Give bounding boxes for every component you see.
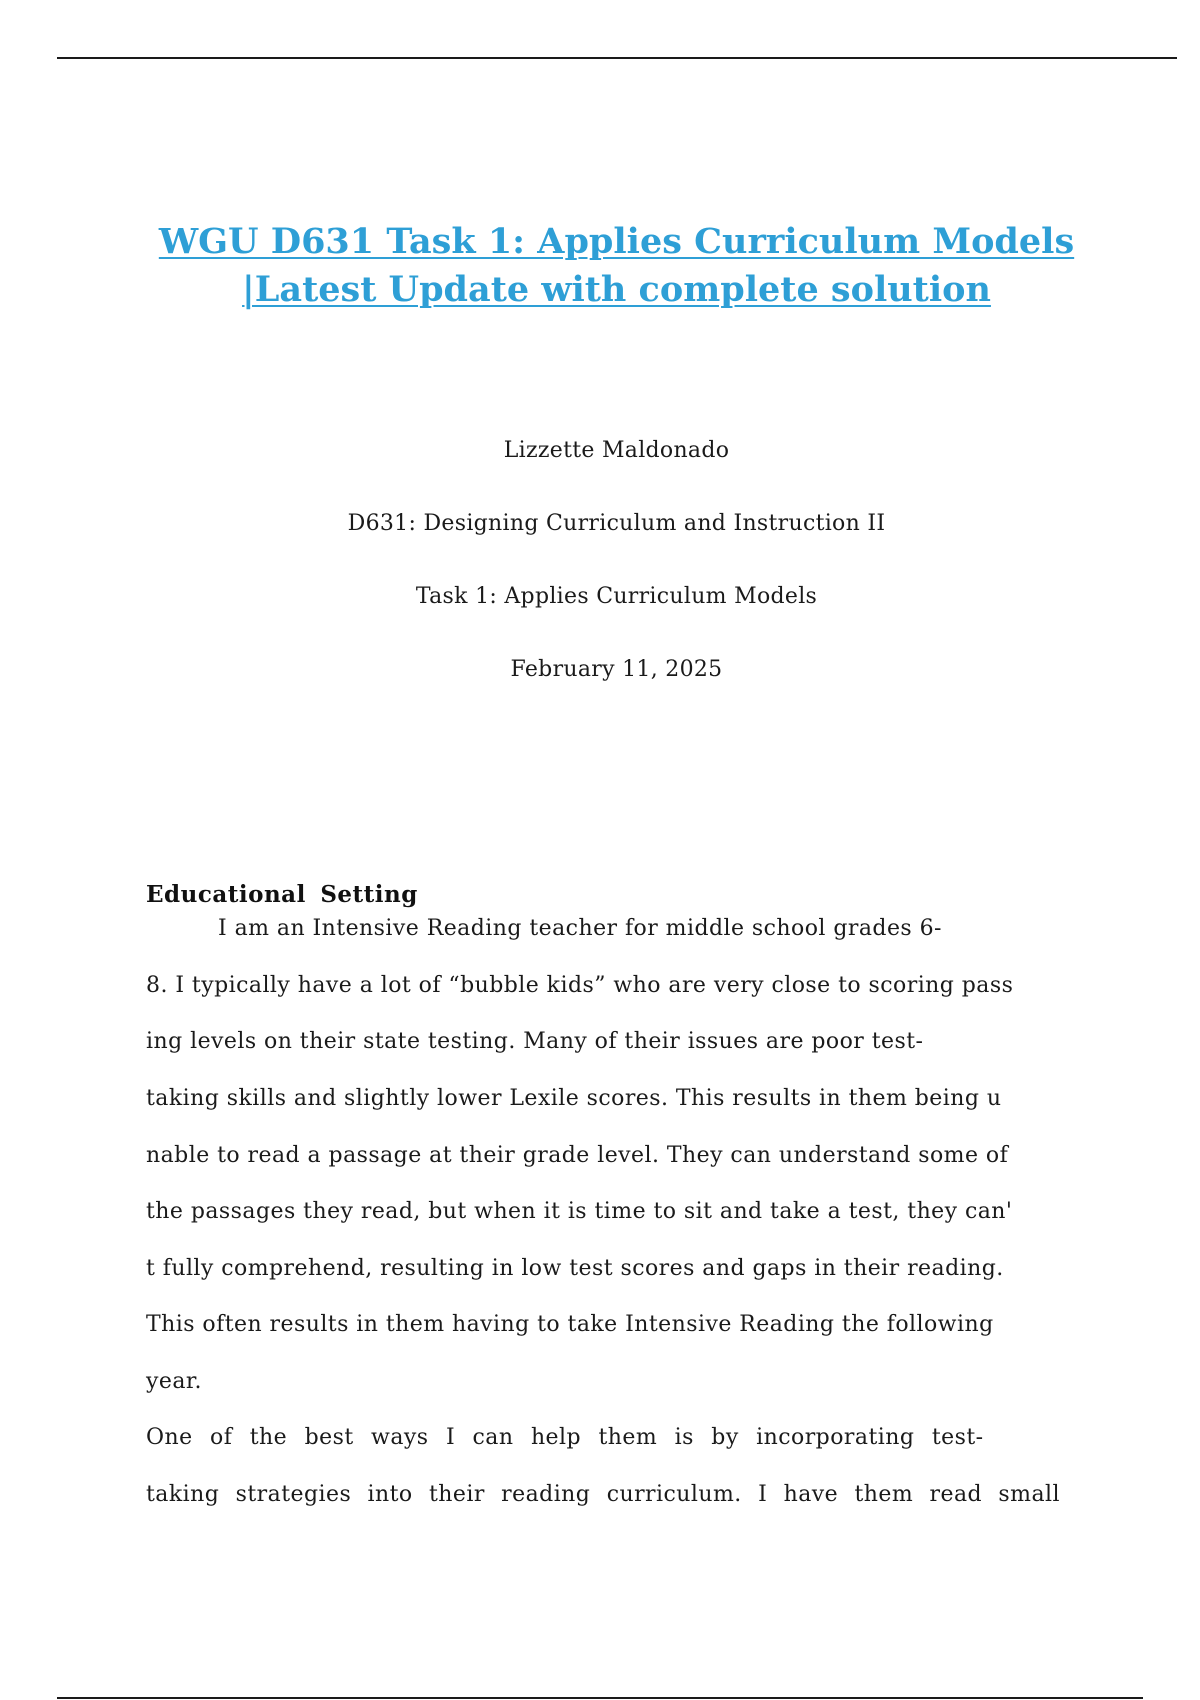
- section-heading: Educational Setting: [146, 881, 418, 908]
- body-line: t fully comprehend, resulting in low test scores and gaps in their reading.: [146, 1256, 1004, 1281]
- document-title-line-1[interactable]: WGU D631 Task 1: Applies Curriculum Models: [158, 221, 1075, 262]
- document-title[interactable]: [0, 218, 1200, 314]
- body-line: ing levels on their state testing. Many of their issues are poor test-: [146, 1029, 924, 1054]
- task-name: Task 1: Applies Curriculum Models: [415, 584, 818, 609]
- body-line: 8. I typically have a lot of “bubble kids” who are very close to scoring pass: [146, 973, 1014, 998]
- body-line: nable to read a passage at their grade level. They can understand some of: [146, 1143, 1009, 1168]
- body-line: taking skills and slightly lower Lexile scores. This results in them being u: [146, 1086, 1002, 1111]
- footer-rule: [57, 1697, 1143, 1699]
- course-name: D631: Designing Curriculum and Instruction II: [347, 511, 886, 536]
- body-line: I am an Intensive Reading teacher for middle school grades 6-: [218, 916, 942, 941]
- body-line: This often results in them having to take Intensive Reading the following: [146, 1312, 994, 1337]
- body-line: taking strategies into their reading curriculum. I have them read small: [146, 1482, 1060, 1507]
- author-name: Lizzette Maldonado: [503, 438, 730, 463]
- body-line: the passages they read, but when it is time to sit and take a test, they can': [146, 1199, 1013, 1224]
- document-title-line-2[interactable]: |Latest Update with complete solution: [242, 269, 991, 310]
- body-line: One of the best ways I can help them is by incorporating test-: [146, 1425, 984, 1450]
- body-line: year.: [146, 1369, 202, 1394]
- header-rule: [57, 57, 1177, 59]
- document-date: February 11, 2025: [510, 657, 723, 682]
